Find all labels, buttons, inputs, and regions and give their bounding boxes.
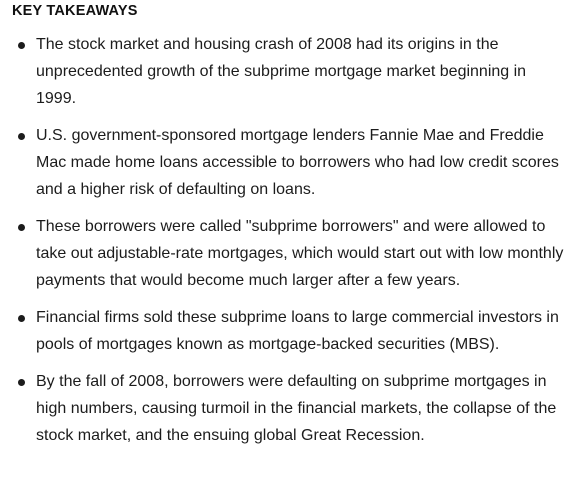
list-item	[12, 122, 568, 203]
bullet-icon	[18, 315, 25, 322]
bullet-icon	[18, 133, 25, 140]
list-item-text: Financial firms sold these subprime loans to large commercial investors in pools of mortgages known as mortgage-backed securities (MBS).	[36, 309, 559, 353]
bullet-icon	[18, 42, 25, 49]
bullet-icon	[18, 379, 25, 386]
list-item	[12, 368, 568, 449]
list-item	[12, 31, 568, 112]
list-item-text: By the fall of 2008, borrowers were defaulting on subprime mortgages in high numbers, causing turmoil in the financial markets, the collapse of the stock market, and the ensuing global Great Recession.	[36, 373, 557, 444]
list-item-text: The stock market and housing crash of 2008 had its origins in the unprecedented growth of the subprime mortgage market beginning in 1999.	[36, 36, 527, 107]
list-item	[12, 213, 568, 294]
list-item	[12, 304, 568, 358]
bullet-icon	[18, 224, 25, 231]
list-item-text: U.S. government-sponsored mortgage lenders Fannie Mae and Freddie Mac made home loans accessible to borrowers who had low credit scores and a higher risk of defaulting on loans.	[36, 127, 559, 198]
key-takeaways-box	[12, 0, 568, 459]
takeaways-list	[12, 31, 568, 449]
key-takeaways-heading: KEY TAKEAWAYS	[12, 3, 138, 19]
list-item-text: These borrowers were called "subprime borrowers" and were allowed to take out adjustable-rate mortgages, which would start out with low monthly payments that would become much larger after a few years.	[36, 218, 564, 289]
